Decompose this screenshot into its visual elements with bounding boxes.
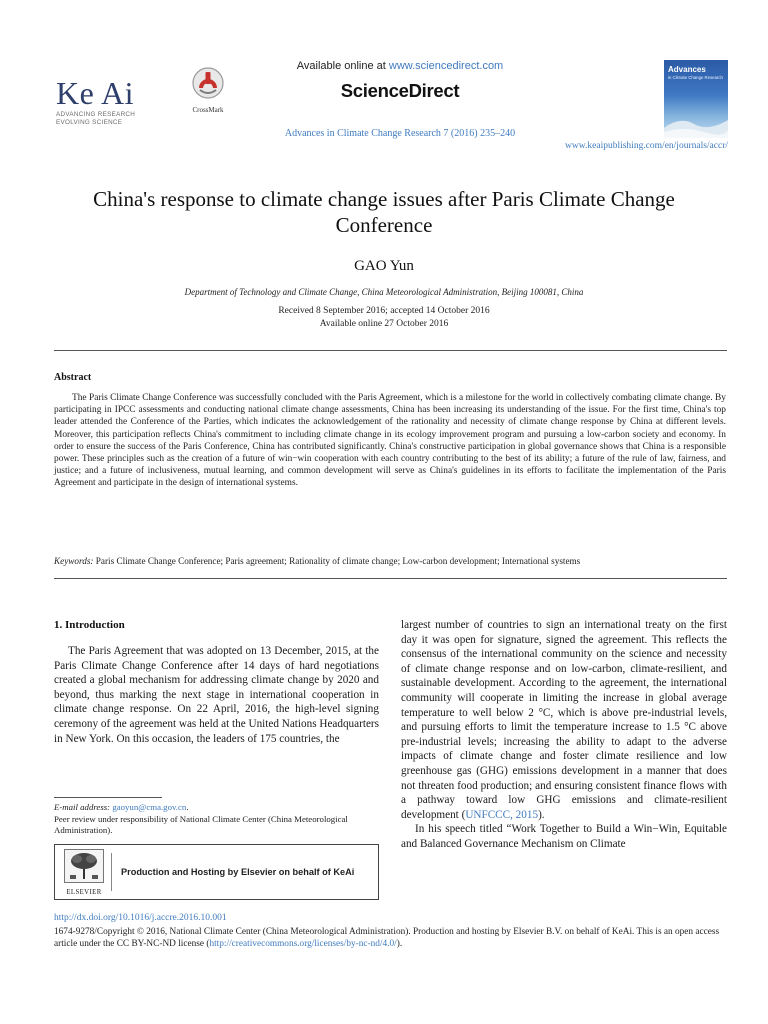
available-online-date: Available online 27 October 2016 — [319, 319, 449, 329]
section-heading-introduction: 1. Introduction — [54, 619, 125, 631]
intro-paragraph-speech: In his speech titled “Work Together to Build a Win−Win, Equitable and Balanced Governance Mechanism on Climate — [401, 823, 727, 850]
crossmark-badge[interactable] — [184, 66, 232, 114]
intro-column-left: The Paris Agreement that was adopted on 13 December, 2015, at the Paris Climate Change Conference after 14 days of hard negotiations created a global mechanism for addressing climate change by 2020 and beyond, thus marking the next stage in international cooperation in climate change response. On 22 April, 2016, the high-level signing ceremony of the agreement was held at the United Nations Headquarters in New York. On this occasion, the leaders of 175 countries, the — [54, 645, 379, 745]
elsevier-logo-word: ELSEVIER — [66, 889, 102, 896]
doi-link[interactable]: http://dx.doi.org/10.1016/j.accre.2016.10.001 — [54, 913, 227, 923]
sciencedirect-link[interactable]: www.sciencedirect.com — [388, 60, 504, 72]
article-author: GAO Yun — [354, 258, 414, 274]
crossmark-icon — [191, 66, 225, 100]
journal-cover-image — [664, 60, 728, 138]
available-online-line: Available online at www.sciencedirect.com — [296, 60, 504, 72]
abstract-text: The Paris Climate Change Conference was successfully concluded with the Paris Agreement, which is a milestone for the world in collectively combating climate change. By participating in IPCC assessments and conducting national climate change assessments, China has been increasing its understanding of the issue. For the first time, China's top leader attended the Conference of the Parties, which indicates the acknowledgement of the rationality and necessity of climate change response by China at different levels. Moreover, this participation reflects China's commitment to including climate change in its ecology improvement program and pursuing a low-carbon society and economy. In order to ensure the success of the Paris Conference, China has contributed significantly. China's constructive participation in global governance shows that China is a responsible power. These principles such as the creation of a future of win−win cooperation with each country contributing to the best of its ability; a future of the rule of law, fairness, and justice; and a future of inclusiveness, mutual learning, and common development will serve as China's guidelines in its efforts to facilitate the implementation of the Paris Agreement and participate in the design of international systems. — [54, 393, 726, 489]
cover-title: Advances — [668, 65, 706, 74]
keai-logo-tagline: ADVANCING RESEARCH EVOLVING SCIENCE — [56, 111, 136, 126]
keywords-line — [54, 556, 726, 566]
license-link[interactable]: http://creativecommons.org/licenses/by-nc-nd/4.0/ — [209, 939, 397, 950]
email-label: E-mail address: — [54, 802, 111, 812]
author-email-link[interactable]: gaoyun@cma.gov.cn — [112, 802, 187, 812]
elsevier-tree-icon — [64, 849, 104, 883]
keai-logo-word: Ke Ai — [56, 75, 135, 111]
keywords-label: Keywords: — [54, 556, 94, 566]
peer-review-note: Peer review under responsibility of National Climate Center (China Meteorological Administration). — [54, 813, 348, 835]
email-line: E-mail address: gaoyun@cma.gov.cn. — [54, 802, 189, 812]
citation-link-unfccc[interactable]: UNFCCC, 2015 — [465, 808, 539, 821]
crossmark-label: CrossMark — [192, 106, 224, 114]
copyright-notice: 1674-9278/Copyright © 2016, National Climate Center (China Meteorological Administration). Production and hosting by Elsevier B.V. on behalf of KeAi. This is an open access article under the CC BY-NC-ND license (http://creativecommons.org/licenses/by-nc-nd/4.0/). — [54, 927, 720, 950]
footnote-divider — [54, 797, 162, 798]
journal-reference-link[interactable]: Advances in Climate Change Research 7 (2016) 235‒240 — [284, 128, 516, 139]
elsevier-hosting-box — [54, 844, 379, 900]
cover-subtitle: in Climate Change Research — [668, 75, 723, 80]
sciencedirect-logo: ScienceDirect — [340, 80, 460, 101]
elsevier-divider — [111, 853, 112, 891]
cover-landscape-icon — [664, 102, 728, 138]
abstract-heading: Abstract — [54, 372, 92, 383]
keywords-list: Paris Climate Change Conference; Paris agreement; Rationality of climate change; Low-carbon development; International systems — [93, 556, 581, 566]
journal-homepage-link[interactable]: www.keaipublishing.com/en/journals/accr/ — [565, 141, 728, 151]
article-title: China's response to climate change issues after Paris Climate Change Conference — [93, 187, 675, 237]
divider-top — [54, 350, 727, 351]
footnote — [54, 802, 379, 837]
elsevier-hosting-text: Production and Hosting by Elsevier on behalf of KeAi — [121, 867, 355, 877]
intro-paragraph-continued: largest number of countries to sign an international treaty on the first day it was open for signature, signed the agreement. This reflects the consensus of the international community on the science and necessity of climate change response and on low-carbon, climate-resilient, and sustainable development. According to the agreement, the international community will cooperate in limiting the increase in global average temperature to well below 2 °C, which is above pre-industrial levels, and pursuing efforts to limit the temperature increase to 1.5 °C above pre-industrial levels; increasing the ability to adapt to the adverse impacts of climate change and foster climate resilience and low greenhouse gas (GHG) emissions development in a manner that does not threaten food production; and ensuring consistent finance flows with a pathway toward low GHG emissions and climate-resilient development (UNFCCC, 2015). — [401, 619, 727, 821]
keai-logo — [56, 77, 166, 126]
received-dates: Received 8 September 2016; accepted 14 October 2016 — [278, 306, 490, 316]
intro-column-right — [401, 618, 727, 852]
author-affiliation: Department of Technology and Climate Change, China Meteorological Administration, Beijing 100081, China — [184, 287, 584, 297]
divider-abstract — [54, 578, 727, 579]
elsevier-logo — [63, 849, 105, 896]
